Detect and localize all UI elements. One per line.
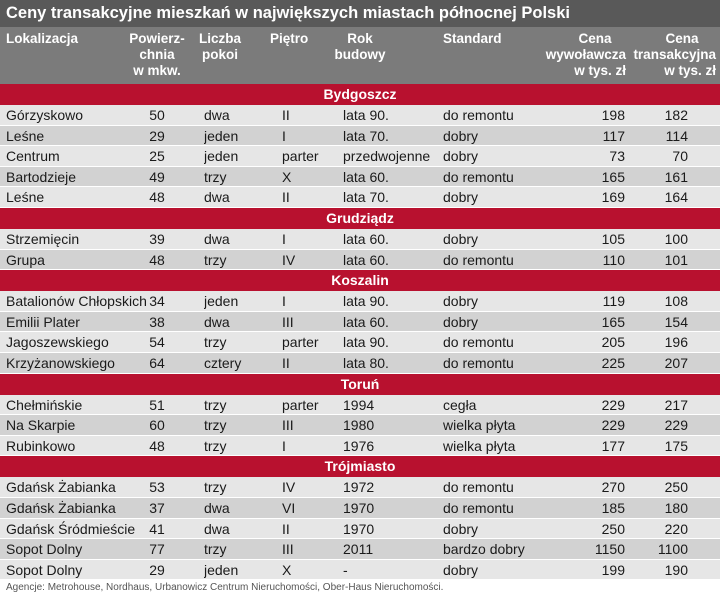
- cell-area: 60: [149, 417, 165, 434]
- cell-rooms: trzy: [204, 417, 227, 434]
- cell-rooms: jeden: [204, 148, 239, 165]
- cell-rooms: jeden: [204, 127, 239, 144]
- header-area: Powierz- chnia w mkw.: [129, 31, 185, 78]
- cell-asking: 270: [601, 479, 625, 496]
- cell-floor: II: [282, 355, 290, 371]
- cell-standard: do remontu: [443, 334, 514, 351]
- cell-area: 38: [149, 313, 165, 330]
- cell-standard: do remontu: [443, 168, 514, 185]
- cell-area: 51: [149, 396, 165, 413]
- cell-rooms: dwa: [204, 520, 230, 537]
- table-row: [0, 167, 720, 188]
- cell-year: lata 60.: [343, 231, 389, 247]
- cell-asking: 110: [602, 251, 625, 268]
- cell-year: 1976: [343, 437, 375, 454]
- section-header: Grudziądz: [0, 208, 720, 229]
- header-standard: Standard: [443, 31, 502, 46]
- cell-standard: bardzo dobry: [443, 541, 525, 558]
- cell-floor: parter: [282, 396, 319, 413]
- cell-transaction: 108: [664, 293, 688, 310]
- cell-year: lata 90.: [343, 334, 389, 351]
- cell-year: lata 60.: [343, 251, 389, 268]
- cell-floor: III: [282, 541, 294, 558]
- cell-rooms: trzy: [204, 541, 227, 558]
- cell-floor: I: [282, 293, 286, 310]
- cell-standard: cegła: [443, 396, 477, 413]
- cell-location: Chełmińskie: [6, 396, 83, 413]
- table-row: [0, 560, 720, 581]
- cell-year: 2011: [343, 541, 374, 558]
- cell-floor: IV: [282, 479, 296, 496]
- cell-year: 1972: [343, 479, 375, 496]
- cell-location: Emilii Plater: [6, 313, 80, 330]
- cell-rooms: dwa: [204, 500, 230, 516]
- table-row: [0, 519, 720, 540]
- cell-area: 37: [149, 500, 165, 516]
- cell-area: 48: [149, 437, 165, 454]
- cell-standard: do remontu: [443, 107, 514, 123]
- sources-footnote: Agencje: Metrohouse, Nordhaus, Urbanowicz Centrum Nieruchomości, Ober-Haus Nieruchomości.: [6, 582, 444, 593]
- header-transaction-price: Cena transakcyjna w tys. zł: [633, 31, 716, 78]
- cell-location: Gdańsk Żabianka: [6, 500, 116, 516]
- cell-transaction: 100: [664, 231, 688, 247]
- cell-area: 41: [149, 520, 165, 537]
- cell-location: Leśne: [6, 189, 45, 206]
- cell-location: Rubinkowo: [6, 437, 76, 454]
- cell-year: lata 60.: [343, 168, 389, 185]
- cell-transaction: 217: [664, 396, 688, 413]
- cell-transaction: 180: [664, 500, 688, 516]
- header-year: Rok budowy: [334, 31, 386, 62]
- cell-area: 54: [149, 334, 165, 351]
- cell-area: 29: [149, 127, 165, 144]
- table-row: [0, 477, 720, 498]
- table-row: [0, 395, 720, 416]
- cell-standard: dobry: [443, 148, 479, 165]
- cell-year: 1994: [343, 396, 375, 413]
- cell-location: Górzyskowo: [6, 107, 84, 123]
- cell-location: Sopot Dolny: [6, 561, 83, 578]
- cell-transaction: 1100: [657, 541, 688, 558]
- cell-rooms: trzy: [204, 396, 227, 413]
- cell-standard: do remontu: [443, 479, 514, 496]
- cell-area: 29: [149, 561, 165, 578]
- table-row: [0, 353, 720, 374]
- section-header: Toruń: [0, 374, 720, 395]
- table-row: [0, 250, 720, 271]
- table-row: [0, 312, 720, 333]
- table-row: [0, 229, 720, 250]
- cell-location: Leśne: [6, 127, 45, 144]
- cell-area: 39: [149, 231, 165, 247]
- cell-area: 77: [149, 541, 165, 558]
- cell-transaction: 175: [664, 437, 688, 454]
- cell-year: lata 70.: [343, 189, 389, 206]
- table-row: [0, 291, 720, 312]
- header-rooms: Liczba pokoi: [198, 31, 241, 62]
- cell-asking: 199: [601, 561, 625, 578]
- cell-rooms: dwa: [204, 231, 230, 247]
- cell-rooms: trzy: [204, 437, 227, 454]
- cell-location: Gdańsk Żabianka: [6, 479, 116, 496]
- cell-rooms: jeden: [204, 293, 239, 310]
- section-header: Bydgoszcz: [0, 84, 720, 105]
- table-row: [0, 146, 720, 167]
- cell-asking: 250: [601, 520, 625, 537]
- cell-floor: I: [282, 127, 286, 144]
- cell-transaction: 161: [664, 168, 688, 185]
- cell-floor: VI: [282, 500, 296, 516]
- cell-transaction: 70: [672, 148, 688, 165]
- cell-transaction: 154: [664, 313, 688, 330]
- table-row: [0, 187, 720, 208]
- cell-floor: II: [282, 107, 290, 123]
- cell-location: Bartodzieje: [6, 168, 77, 185]
- table-row: [0, 539, 720, 560]
- cell-year: przedwojenne: [343, 148, 431, 165]
- cell-transaction: 207: [664, 355, 688, 371]
- table-row: [0, 105, 720, 126]
- cell-area: 64: [149, 355, 165, 371]
- cell-transaction: 101: [664, 251, 688, 268]
- cell-area: 48: [149, 189, 165, 206]
- cell-transaction: 182: [664, 107, 688, 123]
- cell-standard: dobry: [443, 313, 479, 330]
- cell-transaction: 250: [664, 479, 688, 496]
- cell-location: Grupa: [6, 251, 45, 268]
- cell-standard: dobry: [443, 231, 479, 247]
- cell-asking: 73: [609, 148, 625, 165]
- cell-asking: 1150: [594, 541, 625, 558]
- cell-asking: 165: [601, 168, 625, 185]
- cell-standard: dobry: [443, 189, 479, 206]
- cell-year: -: [343, 561, 348, 578]
- section-header: Koszalin: [0, 270, 720, 291]
- cell-year: 1970: [343, 520, 375, 537]
- cell-floor: I: [282, 437, 286, 454]
- cell-area: 50: [149, 107, 165, 123]
- cell-asking: 177: [601, 437, 625, 454]
- section-header: Trójmiasto: [0, 456, 720, 477]
- cell-asking: 119: [602, 293, 625, 310]
- cell-year: lata 70.: [343, 127, 389, 144]
- cell-rooms: dwa: [204, 107, 230, 123]
- cell-location: Strzemięcin: [6, 231, 80, 247]
- cell-asking: 169: [601, 189, 625, 206]
- cell-area: 53: [149, 479, 165, 496]
- table-row: [0, 415, 720, 436]
- cell-standard: do remontu: [443, 500, 514, 516]
- cell-area: 25: [149, 148, 165, 165]
- cell-floor: III: [282, 417, 294, 434]
- header-asking-price: Cena wywoławcza w tys. zł: [545, 31, 626, 78]
- cell-floor: X: [282, 561, 292, 578]
- cell-standard: do remontu: [443, 251, 514, 268]
- cell-rooms: trzy: [204, 168, 227, 185]
- table-row: [0, 332, 720, 353]
- cell-floor: II: [282, 189, 290, 206]
- cell-year: lata 90.: [343, 107, 389, 123]
- cell-floor: I: [282, 231, 286, 247]
- cell-year: lata 60.: [343, 313, 389, 330]
- cell-rooms: dwa: [204, 189, 230, 206]
- cell-transaction: 114: [665, 127, 688, 144]
- table-row: [0, 498, 720, 519]
- cell-area: 48: [149, 251, 165, 268]
- cell-transaction: 164: [664, 189, 688, 206]
- header-location: Lokalizacja: [6, 31, 79, 46]
- cell-location: Centrum: [6, 148, 60, 165]
- cell-asking: 205: [601, 334, 625, 351]
- table-row: [0, 126, 720, 147]
- cell-standard: dobry: [443, 520, 479, 537]
- cell-transaction: 196: [664, 334, 688, 351]
- cell-location: Krzyżanowskiego: [6, 355, 115, 371]
- cell-floor: II: [282, 520, 290, 537]
- cell-asking: 198: [601, 107, 625, 123]
- cell-transaction: 190: [664, 561, 688, 578]
- cell-rooms: trzy: [204, 334, 227, 351]
- cell-asking: 117: [602, 127, 625, 144]
- cell-location: Jagoszewskiego: [6, 334, 109, 351]
- table-title: Ceny transakcyjne mieszkań w największych miastach północnej Polski: [0, 0, 720, 27]
- cell-standard: dobry: [443, 293, 479, 310]
- cell-rooms: dwa: [204, 313, 230, 330]
- cell-year: 1970: [343, 500, 375, 516]
- cell-asking: 225: [601, 355, 625, 371]
- cell-standard: dobry: [443, 561, 479, 578]
- cell-standard: do remontu: [443, 355, 514, 371]
- cell-standard: dobry: [443, 127, 479, 144]
- cell-location: Batalionów Chłopskich: [6, 293, 147, 310]
- cell-location: Sopot Dolny: [6, 541, 83, 558]
- cell-location: Gdańsk Śródmieście: [6, 520, 136, 537]
- cell-standard: wielka płyta: [443, 417, 516, 434]
- cell-standard: wielka płyta: [443, 437, 516, 454]
- cell-rooms: jeden: [204, 561, 239, 578]
- cell-floor: IV: [282, 251, 296, 268]
- cell-year: 1980: [343, 417, 375, 434]
- cell-asking: 185: [601, 500, 625, 516]
- table-row: [0, 436, 720, 457]
- cell-area: 34: [149, 293, 165, 310]
- cell-transaction: 229: [664, 417, 688, 434]
- cell-rooms: trzy: [204, 251, 227, 268]
- cell-area: 49: [149, 168, 165, 185]
- cell-asking: 229: [601, 396, 625, 413]
- cell-asking: 229: [601, 417, 625, 434]
- cell-rooms: trzy: [204, 479, 227, 496]
- cell-floor: III: [282, 313, 294, 330]
- cell-year: lata 80.: [343, 355, 389, 371]
- cell-location: Na Skarpie: [6, 417, 76, 434]
- cell-floor: parter: [282, 148, 319, 165]
- header-floor: Piętro: [270, 31, 309, 46]
- cell-floor: X: [282, 168, 292, 185]
- table-header: [0, 27, 720, 84]
- cell-year: lata 90.: [343, 293, 389, 310]
- cell-asking: 165: [601, 313, 625, 330]
- cell-asking: 105: [601, 231, 625, 247]
- cell-rooms: cztery: [204, 355, 242, 371]
- cell-transaction: 220: [664, 520, 688, 537]
- cell-floor: parter: [282, 334, 319, 351]
